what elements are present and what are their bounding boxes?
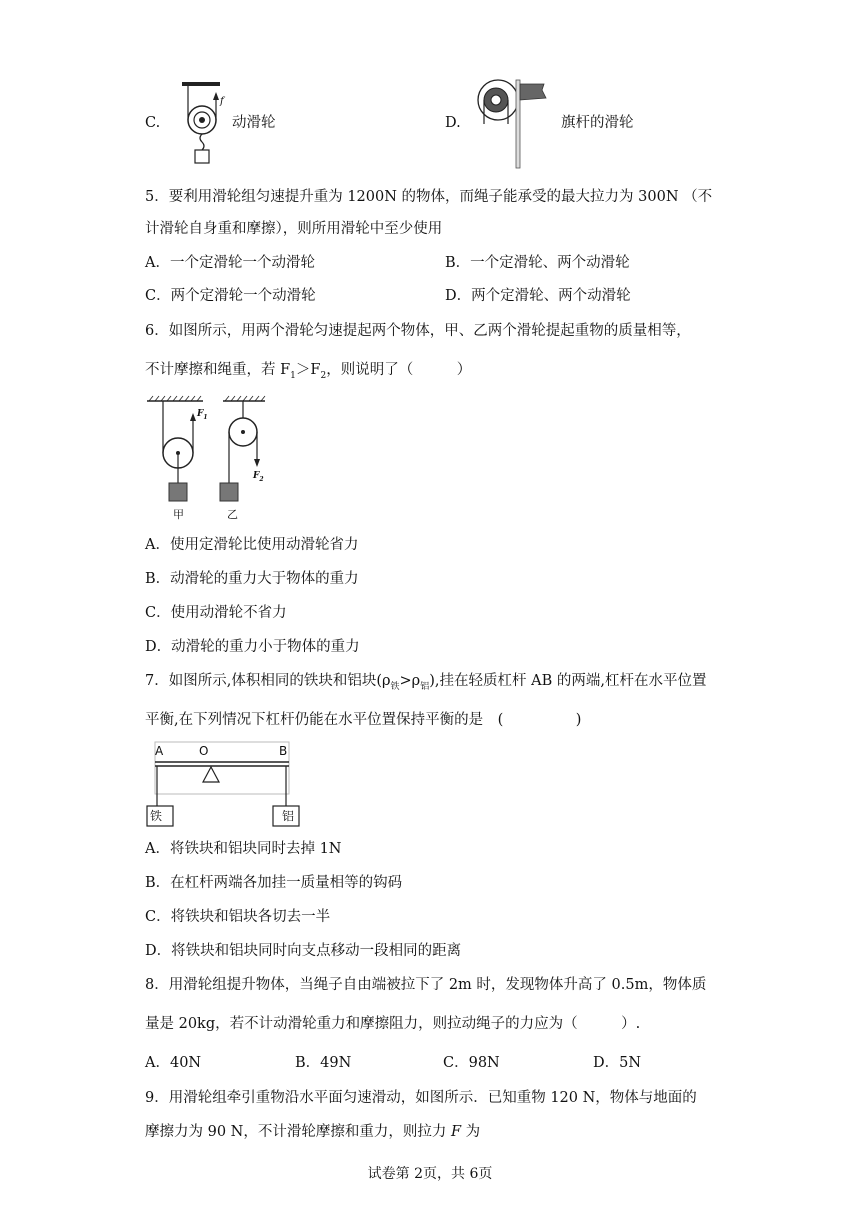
q7-stem-pre: 7．如图所示,体积相同的铁块和铝块(ρ — [145, 673, 391, 689]
fig-c-force-label: f — [220, 96, 224, 107]
q6-stem-line1: 6．如图所示，用两个滑轮匀速提起两个物体，甲、乙两个滑轮提起重物的质量相等， — [145, 323, 691, 339]
q6-label-jia: 甲 — [173, 508, 184, 521]
option-c-label: 动滑轮 — [232, 115, 276, 131]
q6-sub-1: 1 — [290, 370, 296, 381]
q7-stem-line2: 平衡,在下列情况下杠杆仍能在水平位置保持平衡的是 ( ) — [145, 712, 582, 728]
q5-stem-line1: 5．要利用滑轮组匀速提升重为 1200N 的物体，而绳子能承受的最大拉力为 300N （不 — [145, 189, 713, 205]
q6-f1-sub: 1 — [203, 413, 208, 421]
option-c-letter: C. — [145, 115, 161, 131]
page-footer: 试卷第 2页，共 6页 — [367, 1166, 493, 1182]
q8-stem-line2: 量是 20kg，若不计动滑轮重力和摩擦阻力，则拉动绳子的力应为（ ）. — [145, 1016, 641, 1032]
q7-option-a: A．将铁块和铝块同时去掉 1N — [145, 841, 342, 857]
q6-pulley-figure — [145, 395, 275, 520]
q5-stem-line2: 计滑轮自身重和摩擦），则所用滑轮中至少使用 — [145, 221, 443, 237]
q6-option-c: C．使用动滑轮不省力 — [145, 605, 287, 621]
q7-label-iron: 铁 — [150, 809, 163, 823]
q5-option-d: D．两个定滑轮、两个动滑轮 — [445, 288, 631, 304]
q9-stem-line2 — [145, 1122, 480, 1142]
q7-sub-fe: 铁 — [390, 681, 400, 692]
q6-option-d: D．动滑轮的重力小于物体的重力 — [145, 639, 360, 655]
q9-stem-pre: 摩擦力为 90 N，不计滑轮摩擦和重力，则拉力 — [145, 1124, 451, 1140]
q6-option-b: B．动滑轮的重力大于物体的重力 — [145, 571, 359, 587]
q7-option-d: D．将铁块和铝块同时向支点移动一段相同的距离 — [145, 943, 462, 959]
q8-option-a: A．40N — [145, 1055, 202, 1071]
q8-option-b: B．49N — [295, 1055, 352, 1071]
q6-stem-line2 — [145, 360, 471, 386]
q6-f1-text: F — [197, 409, 204, 419]
flagpole-pulley-figure — [470, 78, 550, 170]
q7-label-a: A — [155, 744, 164, 758]
q8-option-c: C．98N — [443, 1055, 500, 1071]
q6-sub-2: 2 — [320, 370, 327, 381]
q7-label-o: O — [199, 744, 209, 758]
q7-label-aluminum: 铝 — [282, 809, 295, 823]
q8-stem-line1: 8．用滑轮组提升物体，当绳子自由端被拉下了 2m 时，发现物体升高了 0.5m，物体质 — [145, 977, 707, 993]
q6-stem-line2-mid: ＞F — [295, 362, 321, 378]
q7-label-b: B — [279, 744, 288, 758]
q7-stem-post: ),挂在轻质杠杆 AB 的两端,杠杆在水平位置 — [429, 673, 707, 689]
option-d-label: 旗杆的滑轮 — [561, 115, 634, 131]
q7-stem-gt: >ρ — [399, 673, 421, 689]
q8-option-d: D．5N — [593, 1055, 642, 1071]
q6-f2-label — [253, 466, 264, 490]
q9-stem-line1: 9．用滑轮组牵引重物沿水平面匀速滑动，如图所示．已知重物 120 N，物体与地面的 — [145, 1090, 697, 1106]
q7-stem-line1 — [145, 671, 706, 697]
option-d-letter: D. — [445, 115, 461, 131]
q6-stem-line2-pre: 不计摩擦和绳重，若 F — [145, 362, 291, 378]
q9-force-symbol: F — [450, 1124, 462, 1140]
q6-f1-label — [197, 404, 208, 428]
q6-option-a: A．使用定滑轮比使用动滑轮省力 — [145, 537, 359, 553]
q6-stem-line2-post: ，则说明了（ ） — [326, 362, 472, 378]
q5-option-b: B．一个定滑轮、两个动滑轮 — [445, 255, 630, 271]
q9-stem-post: 为 — [461, 1124, 481, 1140]
q5-option-c: C．两个定滑轮一个动滑轮 — [145, 288, 316, 304]
q7-option-c: C．将铁块和铝块各切去一半 — [145, 909, 331, 925]
q6-f2-text: F — [253, 471, 260, 481]
q6-f2-sub: 2 — [259, 475, 264, 483]
q7-sub-al: 铝 — [420, 681, 430, 692]
q5-option-a: A．一个定滑轮一个动滑轮 — [145, 255, 315, 271]
q7-option-b: B．在杠杆两端各加挂一质量相等的钩码 — [145, 875, 403, 891]
q6-label-yi: 乙 — [227, 508, 238, 521]
